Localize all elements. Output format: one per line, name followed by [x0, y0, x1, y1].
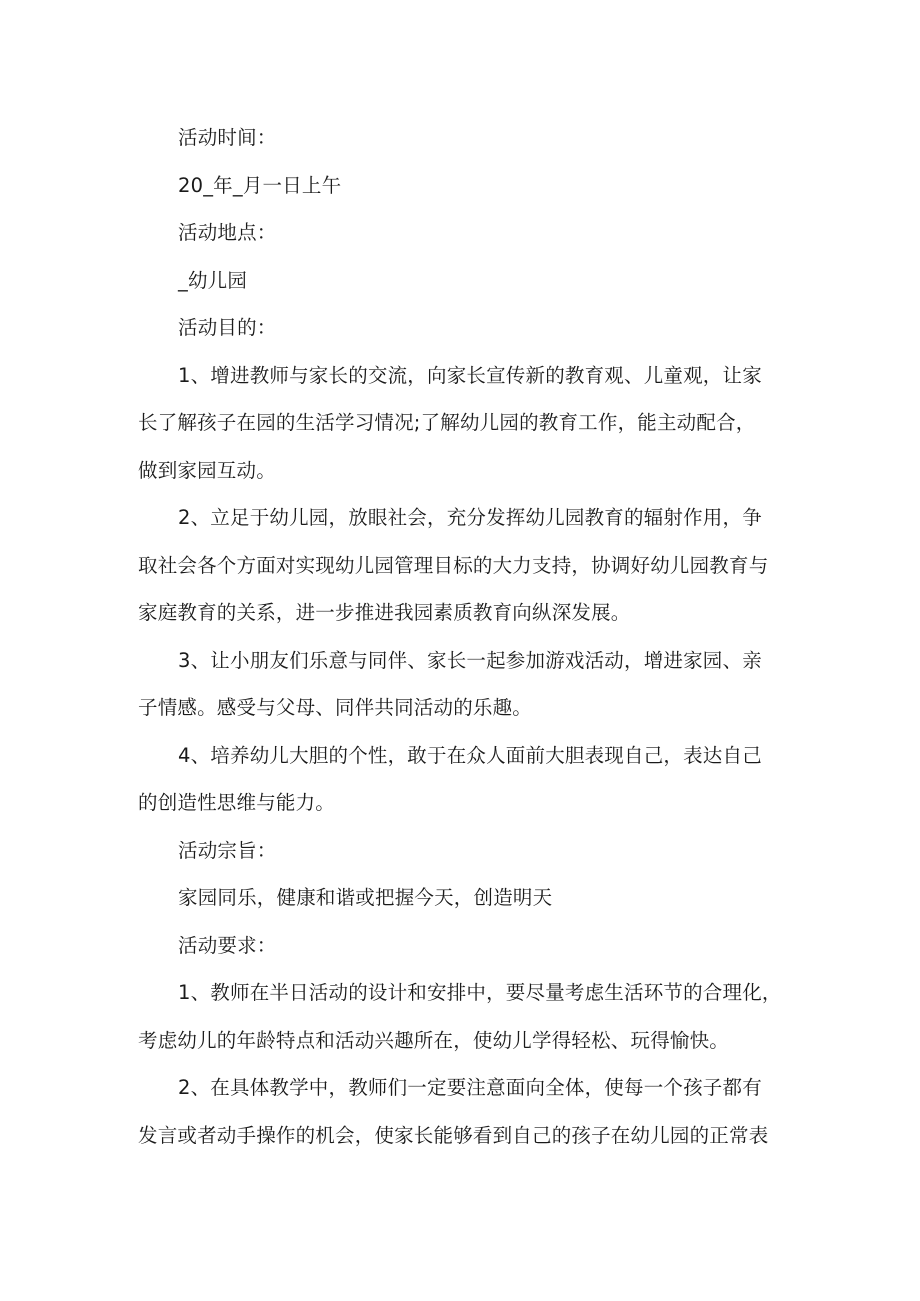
text-line: 做到家园互动。	[138, 458, 276, 482]
text-line: 4、培养幼儿大胆的个性，敢于在众人面前大胆表现自己，表达自己	[178, 743, 762, 767]
text-line: 2、立足于幼儿园，放眼社会，充分发挥幼儿园教育的辐射作用，争	[178, 506, 762, 529]
purpose-item-4	[138, 732, 788, 827]
document-body	[138, 114, 788, 1159]
purpose-item-3	[138, 637, 788, 732]
text-line: 的创造性思维与能力。	[138, 791, 336, 814]
value-activity-time	[138, 162, 788, 210]
text-line: 1、增进教师与家长的交流，向家长宣传新的教育观、儿童观，让家	[178, 363, 762, 387]
text-line: 发言或者动手操作的机会，使家长能够看到自己的孩子在幼儿园的正常表	[138, 1123, 769, 1147]
text-line: 20_年_月一日上午	[178, 173, 342, 197]
label-activity-time	[138, 114, 788, 162]
requirement-item-2	[138, 1064, 788, 1159]
label-activity-tenet	[138, 827, 788, 875]
text-line: 活动宗旨：	[178, 838, 277, 862]
text-line: 1、教师在半日活动的设计和安排中，要尽量考虑生活环节的合理化，	[178, 981, 782, 1004]
text-line: 考虑幼儿的年龄特点和活动兴趣所在，使幼儿学得轻松、玩得愉快。	[138, 1028, 730, 1052]
purpose-item-2	[138, 494, 788, 637]
text-line: 活动时间：	[178, 126, 277, 149]
text-line: 活动目的：	[178, 316, 277, 339]
text-line: 活动要求：	[178, 933, 277, 957]
text-line: _幼儿园	[178, 268, 248, 292]
label-activity-requirements	[138, 922, 788, 970]
text-line: 活动地点：	[178, 221, 277, 244]
text-line: 3、让小朋友们乐意与同伴、家长一起参加游戏活动，增进家园、亲	[178, 648, 762, 672]
value-activity-tenet	[138, 874, 788, 922]
value-activity-location	[138, 257, 788, 305]
text-line: 家庭教育的关系，进一步推进我园素质教育向纵深发展。	[138, 601, 631, 624]
text-line: 2、在具体教学中，教师们一定要注意面向全体，使每一个孩子都有	[178, 1076, 762, 1099]
label-activity-purpose	[138, 304, 788, 352]
label-activity-location	[138, 209, 788, 257]
requirement-item-1	[138, 969, 788, 1064]
text-line: 家园同乐，健康和谐或把握今天，创造明天	[178, 886, 553, 909]
text-line: 长了解孩子在园的生活学习情况;了解幼儿园的教育工作，能主动配合，	[138, 411, 756, 434]
purpose-item-1	[138, 352, 788, 495]
text-line: 取社会各个方面对实现幼儿园管理目标的大力支持，协调好幼儿园教育与	[138, 553, 769, 577]
text-line: 子情感。感受与父母、同伴共同活动的乐趣。	[138, 696, 533, 719]
